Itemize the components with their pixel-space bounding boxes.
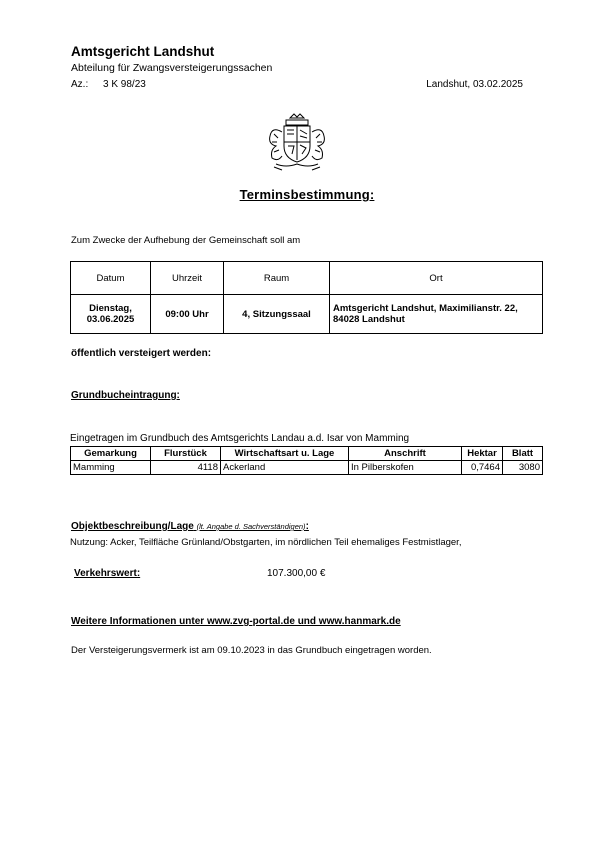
appointment-day: 03.06.2025 [86, 314, 135, 325]
case-number: 3 K 98/23 [103, 79, 146, 90]
appointment-time: 09:00 Uhr [151, 295, 224, 334]
header-room: Raum [224, 262, 330, 295]
auction-statement: öffentlich versteigert werden: [71, 348, 212, 359]
market-value: 107.300,00 € [267, 568, 326, 579]
header-wirtschaftsart: Wirtschaftsart u. Lage [221, 447, 349, 461]
cell-gemarkung: Mamming [71, 461, 151, 475]
header-time: Uhrzeit [151, 262, 224, 295]
table-row [71, 461, 543, 475]
intro-text: Zum Zwecke der Aufhebung der Gemeinschaft soll am [71, 235, 301, 246]
appointment-location: Amtsgericht Landshut, Maximilianstr. 22, 84028 Landshut [330, 295, 543, 334]
header-blatt: Blatt [503, 447, 543, 461]
header-flurstueck: Flurstück [151, 447, 221, 461]
appointment-row [71, 295, 543, 334]
court-name: Amtsgericht Landshut [71, 44, 215, 59]
department: Abteilung für Zwangsversteigerungssachen [71, 62, 273, 74]
further-info: Weitere Informationen unter www.zvg-portal.de und www.hanmark.de [71, 616, 401, 627]
appointment-room: 4, Sitzungssaal [224, 295, 330, 334]
cell-blatt: 3080 [503, 461, 543, 475]
object-heading-note: (lt. Angabe d. Sachverständigen) [196, 522, 306, 531]
object-heading [71, 521, 309, 532]
header-gemarkung: Gemarkung [71, 447, 151, 461]
final-note: Der Versteigerungsvermerk ist am 09.10.2023 in das Grundbuch eingetragen worden. [71, 645, 432, 656]
object-heading-text: Objektbeschreibung/Lage [71, 521, 194, 532]
appointment-weekday: Dienstag, [89, 303, 132, 314]
cell-flurstueck: 4118 [151, 461, 221, 475]
object-heading-colon: : [305, 521, 309, 532]
cell-hektar: 0,7464 [462, 461, 503, 475]
header-location: Ort [330, 262, 543, 295]
page-title: Terminsbestimmung: [239, 187, 375, 202]
appointment-table [70, 261, 543, 334]
land-register-intro: Eingetragen im Grundbuch des Amtsgerichts Landau a.d. Isar von Mamming [70, 433, 410, 444]
place-date: Landshut, 03.02.2025 [426, 79, 523, 90]
case-number-label: Az.: [71, 79, 89, 90]
land-register-table [70, 446, 543, 475]
header-date: Datum [71, 262, 151, 295]
cell-anschrift: In Pilberskofen [349, 461, 462, 475]
land-register-header-row [71, 447, 543, 461]
market-value-label: Verkehrswert: [74, 568, 141, 579]
appointment-date [71, 295, 151, 334]
header-hektar: Hektar [462, 447, 503, 461]
coat-of-arms-icon [262, 112, 332, 172]
object-description: Nutzung: Acker, Teilfläche Grünland/Obstgarten, im nördlichen Teil ehemaliges Festmistlager, [70, 537, 462, 548]
cell-wirtschaftsart: Ackerland [221, 461, 349, 475]
appointment-header-row [71, 262, 543, 295]
land-register-heading: Grundbucheintragung: [71, 390, 180, 401]
header-anschrift: Anschrift [349, 447, 462, 461]
